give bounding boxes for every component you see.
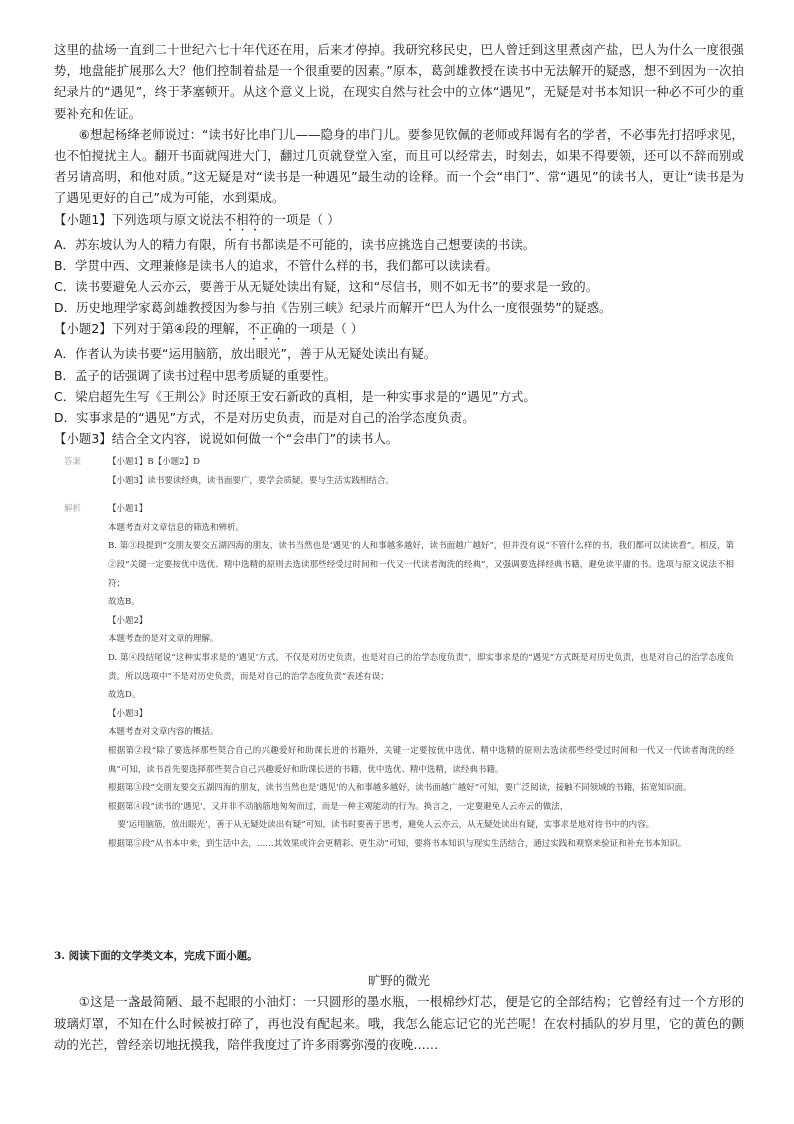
analysis-text: 根据第③段“交朋友要交五湖四海的朋友，读书当然也是‘遇见’的人和事越多越好，读书面越广越好”可知，要广泛阅读，接触不同领域的书籍，拓宽知识面。 [108,783,692,794]
question-2-option-a: A．作者认为读书要“运用脑筋，放出眼光”，善于从无疑处读出有疑。 [54,346,437,362]
question-1-option-d: D．历史地理学家葛剑雄教授因为参与拍《告别三峡》纪录片而解开“巴人为什么一度很强势”的疑惑。 [54,300,612,316]
analysis-text: B. 第③段提到“交朋友要交五湖四海的朋友，读书当然也是‘遇见’的人和事越多越好，读书面越广越好”，但并没有说“不管什么样的书，我们都可以读读看”。相反，第②段“关键一定要按优中选优、精中选精的原则去选读那些经受过时间和一代又一代读者淘洗的经典”，又强调要选择经典书籍，避免读平庸的书。选项与原文说法不相符； [108,541,734,589]
question-2-option-b: B．孟子的话强调了读书过程中思考质疑的重要性。 [54,367,337,383]
answer-line-2: 【小题3】读书要读经典，读书面要广，要学会质疑，要与生活实践相结合。 [108,475,394,486]
question-1-prefix: 【小题1】下列选项与原文说法 [54,211,224,227]
analysis-text: 本题考查对文章信息的筛选和辨析。 [108,522,245,533]
analysis-text: 根据第⑤段“从书本中来，到生活中去，……其效果或许会更精彩、更生动”可知，要将书本知识与现实生活结合，通过实践和观察来验证和补充书本知识。 [108,838,687,849]
analysis-text: 故选B。 [108,597,140,608]
answer-analysis-block [64,453,734,853]
analysis-body [108,500,734,853]
analysis-label: 解析 [64,504,82,515]
analysis-text: 根据第②段“除了要选择那些契合自己的兴趣爱好和助课长进的书籍外，关键一定要按优中选优、精中选精的原则去选读那些经受过时间和一代又一代读者淘洗的经典”可知，读书首先要选择那些契合自己兴趣爱好和助课长进的书籍，优中选优、精中选精，读经典书籍。 [108,745,734,775]
article-paragraph-continued: 这里的盐场一直到二十世纪六七十年代还在用，后来才停掉。我研究移民史，巴人曾迁到这里煮卤产盐，巴人为什么一度很强势，地盘能扩展那么大？他们控制着盐是一个很重要的因素。”原本，葛剑雄教授在读书中无法解开的疑惑，想不到因为一次拍纪录片的“遇见”，终于茅塞顿开。从这个意义上说，在现实自然与社会中的立体“遇见”，无疑是对书本知识一种必不可少的重要补充和佐证。 [54,42,744,121]
article-paragraph-6: ⑥想起杨绛老师说过：“读书好比串门儿——隐身的串门儿。要参见钦佩的老师或拜谒有名的学者，不必事先打招呼求见，也不怕搅扰主人。翻开书面就闯进大门，翻过几页就登堂入室，而且可以经常去，时刻去，如果不得要领，还可以不辞而别或者另请高明，和他对质。”这无疑是对“读书是一种遇见”最生动的诠释。而一个会“串门”、常“遇见”的读书人，更让“读书是为了遇见更好的自己”成为可能，水到渠成。 [54,126,744,206]
story-title: 旷野的微光 [368,972,430,988]
analysis-q2-title: 【小题2】 [108,615,148,626]
article-and-questions [54,39,744,449]
question-1-option-c: C．读书要避免人云亦云，要善于从无疑处读出有疑，这和“尽信书，则不如无书”的要求是一致的。 [54,279,599,295]
question-2-option-c: C．梁启超先生写《王荆公》时还原王安石新政的真相，是一种实事求是的“遇见”方式。 [54,388,536,404]
answer-row [64,453,734,490]
analysis-text: 故选D。 [108,690,141,701]
analysis-text: D. 第④段结尾说“这种实事求是的‘遇见’方式，不仅是对历史负责，也是对自己的治学态度负责”，即实事求是的“遇见”方式既是对历史负责，也是对自己的治学态度负责。所以选项中“不是对历史负责，而是对自己的治学态度负责”表述有误； [108,652,734,682]
section-3 [54,946,744,1056]
analysis-q1-title: 【小题1】 [108,504,148,515]
analysis-text: 要‘运用脑筋，放出眼光’，善于从无疑处读出有疑”可知，读书时要善于思考，避免人云亦云，从无疑处读出有疑，实事求是地对待书中的内容。 [117,820,655,831]
analysis-text: 根据第④段“读书的‘遇见’，又并非不动脑筋地匆匆而过，而是一种主观能动的行为。换言之，一定要避免人云亦云的做法， [108,801,569,812]
question-2-suffix: 的一项是（ ） [284,321,364,337]
answer-line-1: 【小题1】B【小题2】D [108,457,200,467]
question-1-suffix: 的一项是（ ） [261,211,340,227]
section-3-heading: 3. 阅读下面的文学类文本，完成下面小题。 [54,950,258,962]
question-1-option-a: A．苏东坡认为人的精力有限，所有书都读是不可能的，读书应挑选自己想要读的书读。 [54,236,536,252]
question-2-prefix: 【小题2】下列对于第④段的理解， [54,321,248,337]
question-1-emphasis: 不相符 [223,211,261,227]
story-paragraph-1: ①这是一盏最简陋、最不起眼的小油灯：一只圆形的墨水瓶，一根棉纱灯芯，便是它的全部结构；它曾经有过一个方形的玻璃灯罩，不知在什么时候被打碎了，再也没有配起来。哦，我怎么能忘记它的光芒呢！在农村插队的岁月里，它的黄色的颤动的光芒，曾经亲切地抚摸我，陪伴我度过了许多雨雾弥漫的夜晚…… [54,994,744,1053]
question-2-emphasis: 不正确 [247,321,285,337]
answer-body [108,453,734,490]
analysis-row [64,500,734,853]
question-3-stem: 【小题3】结合全文内容，说说如何做一个“会串门”的读书人。 [54,431,399,447]
analysis-text: 本题考查的是对文章的理解。 [108,634,219,645]
analysis-q3-title: 【小题3】 [108,708,148,719]
question-2-stem [54,318,744,343]
question-1-option-b: B．学贯中西、文理兼修是读书人的追求，不管什么样的书，我们都可以读读看。 [54,257,498,273]
answer-label: 答案 [64,457,82,467]
question-1-stem [54,209,744,234]
question-2-option-d: D．实事求是的“遇见”方式，不是对历史负责，而是对自己的治学态度负责。 [54,410,475,426]
analysis-text: 本题考查对文章内容的概括。 [108,727,219,738]
